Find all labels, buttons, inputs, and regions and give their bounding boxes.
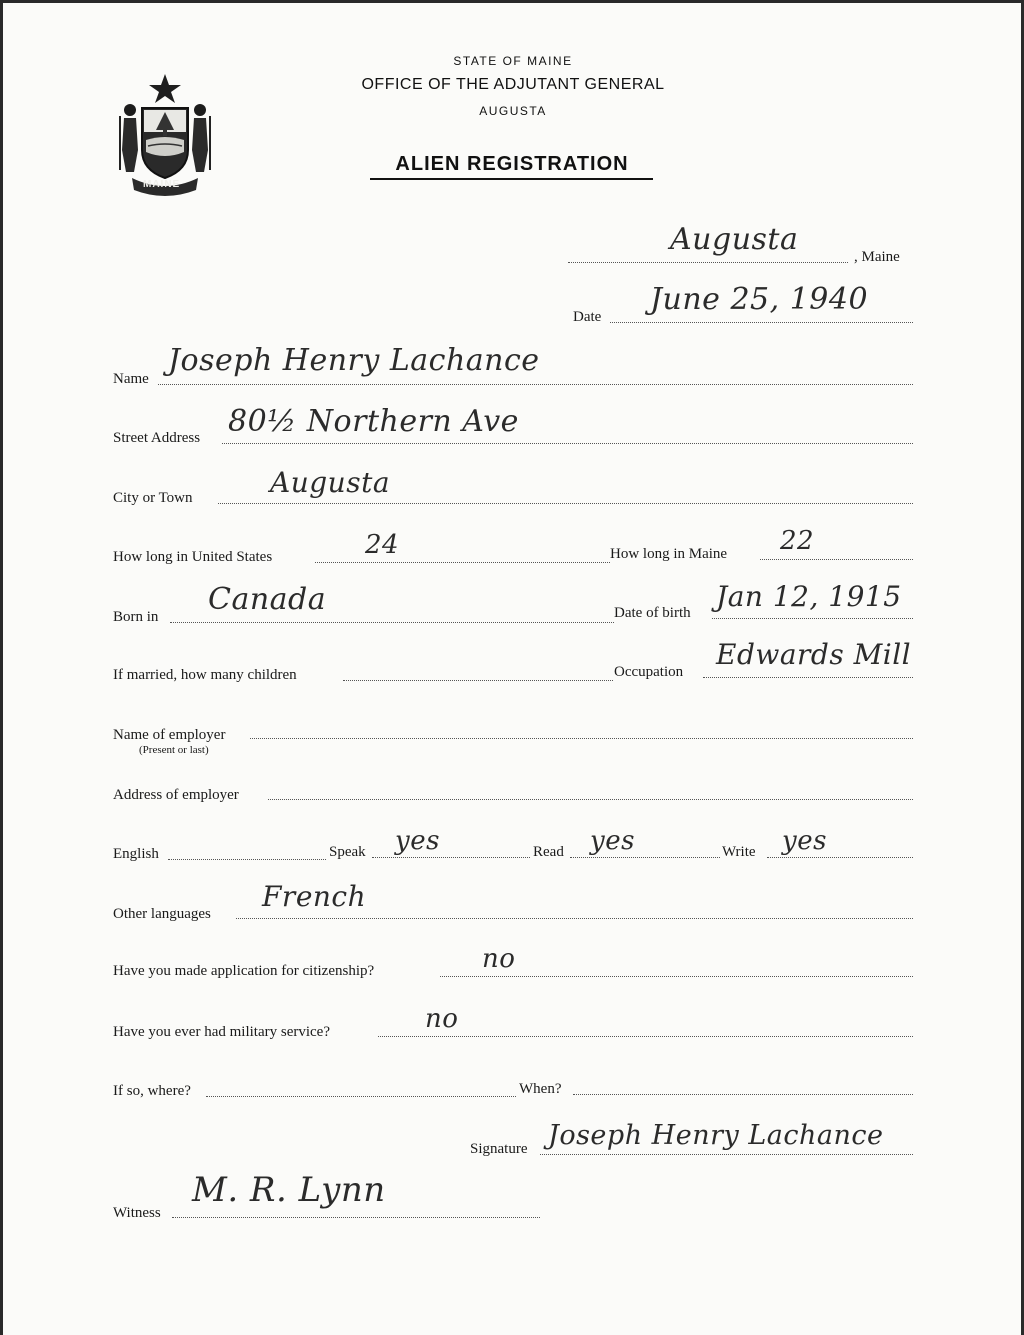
street-address-line (222, 443, 913, 444)
date-of-birth-line (712, 618, 913, 619)
page-title: ALIEN REGISTRATION (395, 153, 629, 175)
seal-banner-text: MAINE (143, 179, 181, 190)
military-label: Have you ever had military service? (113, 1024, 330, 1040)
page-border-left (0, 0, 3, 1335)
witness-line (172, 1217, 540, 1218)
employer-address-label: Address of employer (113, 787, 239, 803)
header-city: AUGUSTA (479, 104, 547, 118)
speak-value: yes (395, 826, 440, 856)
date-line (610, 322, 913, 323)
street-address-value: 80½ Northern Ave (228, 404, 519, 439)
how-long-maine-value: 22 (780, 526, 815, 556)
citizenship-value: no (482, 944, 516, 974)
employer-name-sublabel: (Present or last) (139, 744, 209, 756)
date-label: Date (573, 309, 602, 325)
speak-line (372, 857, 530, 858)
other-languages-label: Other languages (113, 906, 211, 922)
street-address-label: Street Address (113, 430, 201, 446)
english-line (168, 859, 326, 860)
title-underline (370, 178, 653, 180)
employer-name-line (250, 738, 913, 739)
citizenship-label: Have you made application for citizenship? (113, 963, 375, 979)
signature-value: Joseph Henry Lachance (548, 1120, 884, 1151)
read-value: yes (590, 826, 635, 856)
maine-suffix-label: , Maine (854, 249, 900, 265)
married-children-line (343, 680, 613, 681)
employer-address-line (268, 799, 913, 800)
how-long-maine-label: How long in Maine (610, 546, 728, 562)
if-so-where-label: If so, where? (113, 1083, 191, 1099)
write-line (767, 857, 913, 858)
signature-label: Signature (470, 1141, 528, 1157)
married-children-label: If married, how many children (113, 667, 297, 683)
city-or-town-label: City or Town (113, 490, 193, 506)
born-in-value: Canada (208, 582, 327, 617)
occupation-value: Edwards Mill (716, 638, 912, 671)
date-value: June 25, 1940 (650, 282, 869, 317)
write-label: Write (722, 844, 756, 860)
name-value: Joseph Henry Lachance (168, 343, 540, 378)
name-label: Name (113, 371, 149, 387)
city-or-town-value: Augusta (270, 466, 391, 499)
name-line (158, 384, 913, 385)
signature-line (540, 1154, 913, 1155)
military-line (378, 1036, 913, 1037)
page-border-top (0, 0, 1024, 3)
witness-label: Witness (113, 1205, 161, 1221)
occupation-label: Occupation (614, 664, 684, 680)
how-long-us-label: How long in United States (113, 549, 273, 565)
how-long-us-line (315, 562, 610, 563)
when-label: When? (519, 1081, 562, 1097)
read-label: Read (533, 844, 564, 860)
place-line (568, 262, 848, 263)
born-in-line (170, 622, 614, 623)
how-long-us-value: 24 (365, 530, 400, 560)
employer-name-label: Name of employer (113, 727, 226, 743)
header-office: OFFICE OF THE ADJUTANT GENERAL (361, 76, 665, 93)
write-value: yes (782, 826, 827, 856)
english-label: English (113, 846, 159, 862)
header-state: STATE OF MAINE (453, 54, 573, 68)
witness-value: M. R. Lynn (192, 1170, 386, 1210)
citizenship-line (440, 976, 913, 977)
read-line (570, 857, 720, 858)
when-line (573, 1094, 913, 1095)
place-value: Augusta (670, 222, 799, 257)
city-or-town-line (218, 503, 913, 504)
date-of-birth-label: Date of birth (614, 605, 691, 621)
where-line (206, 1096, 516, 1097)
how-long-maine-line (760, 559, 913, 560)
other-languages-line (236, 918, 913, 919)
other-languages-value: French (262, 880, 367, 913)
date-of-birth-value: Jan 12, 1915 (716, 580, 902, 613)
occupation-line (703, 677, 913, 678)
speak-label: Speak (329, 844, 366, 860)
born-in-label: Born in (113, 609, 159, 625)
military-value: no (425, 1004, 459, 1034)
